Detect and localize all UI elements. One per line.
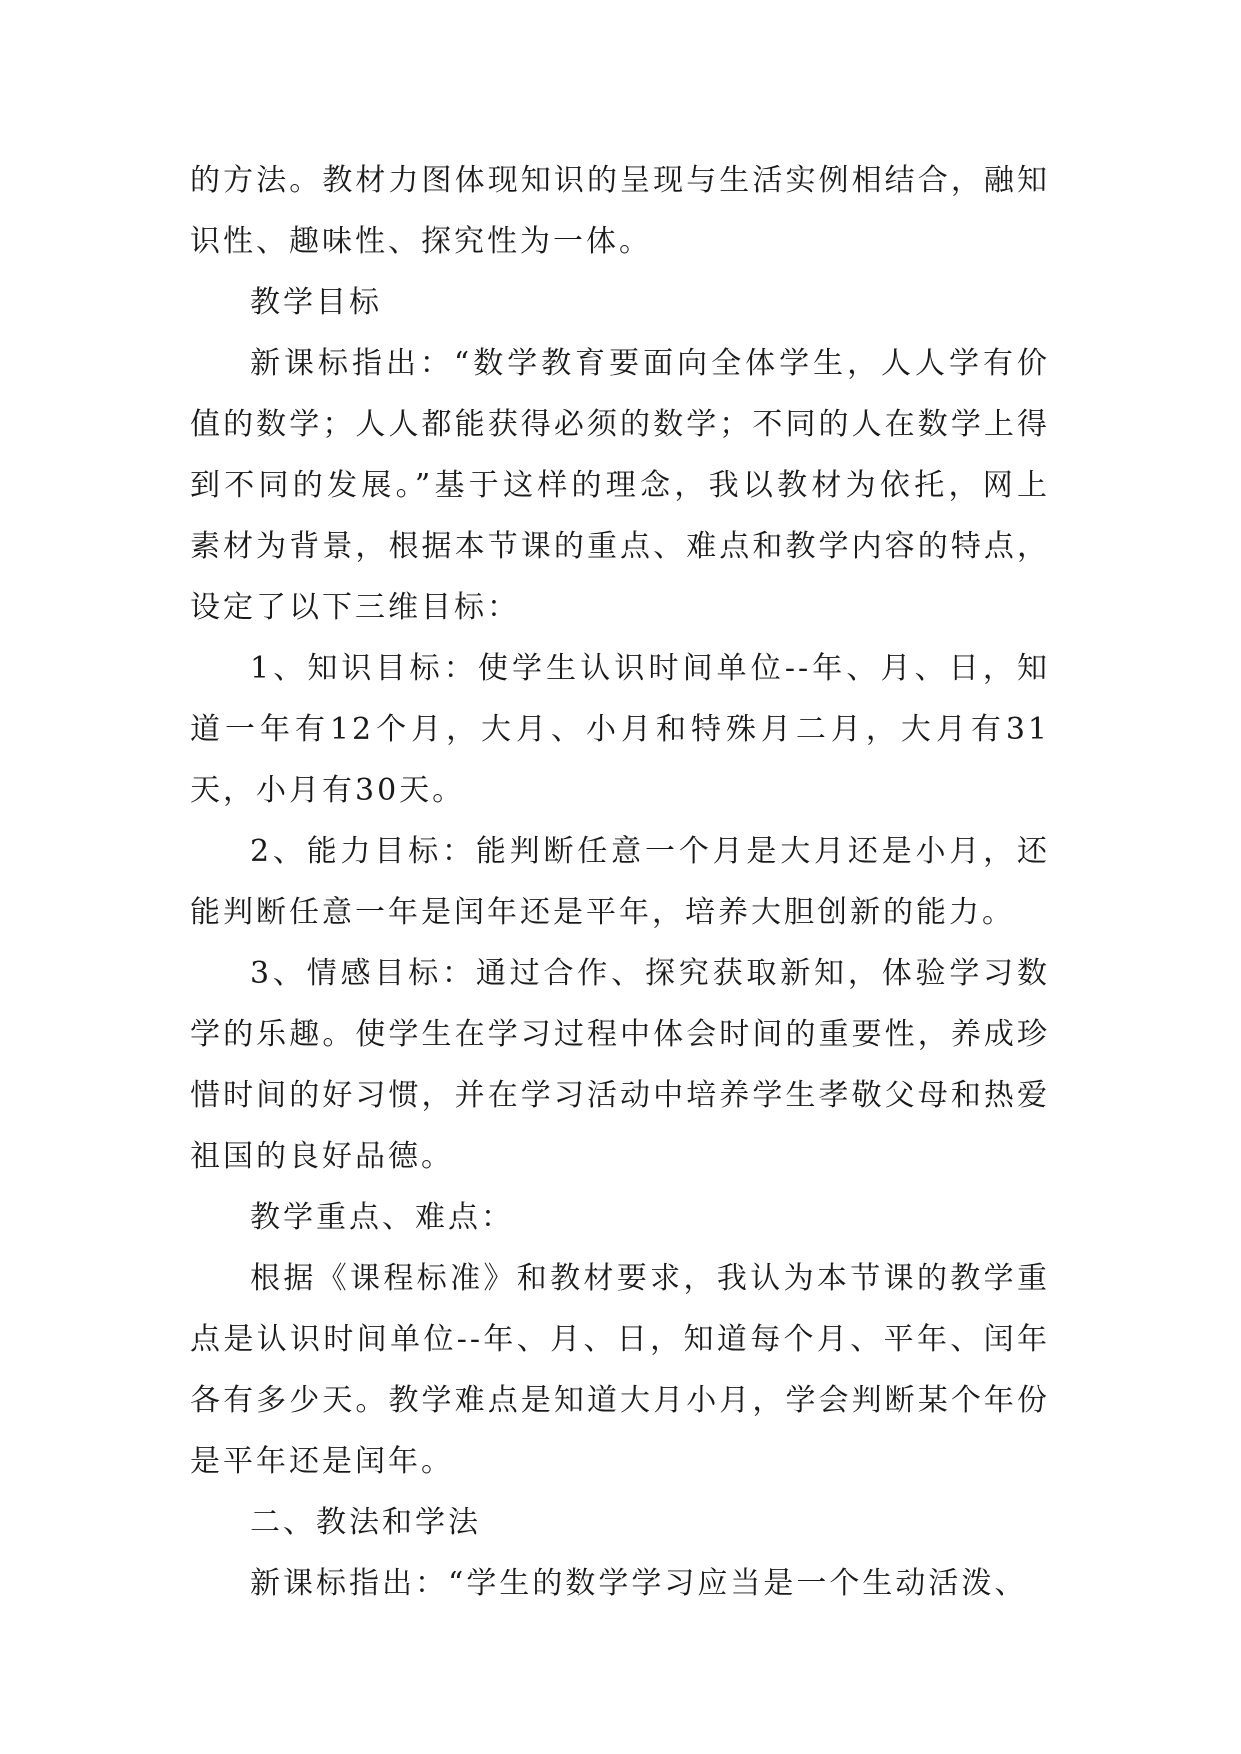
paragraph-methods-quote: 新课标指出：“学生的数学学习应当是一个生动活泼、 bbox=[250, 1566, 1028, 1601]
document-body bbox=[190, 150, 1050, 1614]
paragraph-ability-goal: 2、能力目标：能判断任意一个月是大月还是小月，还能判断任意一年是闰年还是平年，培养大胆创新的能力。 bbox=[190, 834, 1050, 930]
paragraph-continuation: 的方法。教材力图体现知识的呈现与生活实例相结合，融知识性、趣味性、探究性为一体。 bbox=[190, 163, 1050, 259]
section-heading-methods: 二、教法和学法 bbox=[250, 1505, 481, 1540]
paragraph-key-points: 根据《课程标准》和教材要求，我认为本节课的教学重点是认识时间单位--年、月、日，知道每个月、平年、闰年各有多少天。教学难点是知道大月小月，学会判断某个年份是平年还是闰年。 bbox=[190, 1261, 1050, 1479]
paragraph-knowledge-goal: 1、知识目标：使学生认识时间单位--年、月、日，知道一年有12个月，大月、小月和特殊月二月，大月有31天，小月有30天。 bbox=[190, 651, 1050, 808]
section-heading-teaching-goals: 教学目标 bbox=[250, 285, 382, 320]
paragraph-curriculum-quote: 新课标指出：“数学教育要面向全体学生，人人学有价值的数学；人人都能获得必须的数学；不同的人在数学上得到不同的发展。”基于这样的理念，我以教材为依托，网上素材为背景，根据本节课的重点、难点和教学内容的特点，设定了以下三维目标： bbox=[190, 346, 1050, 625]
paragraph-emotion-goal: 3、情感目标：通过合作、探究获取新知，体验学习数学的乐趣。使学生在学习过程中体会时间的重要性，养成珍惜时间的好习惯，并在学习活动中培养学生孝敬父母和热爱祖国的良好品德。 bbox=[190, 956, 1050, 1174]
section-heading-key-points: 教学重点、难点： bbox=[250, 1200, 514, 1235]
